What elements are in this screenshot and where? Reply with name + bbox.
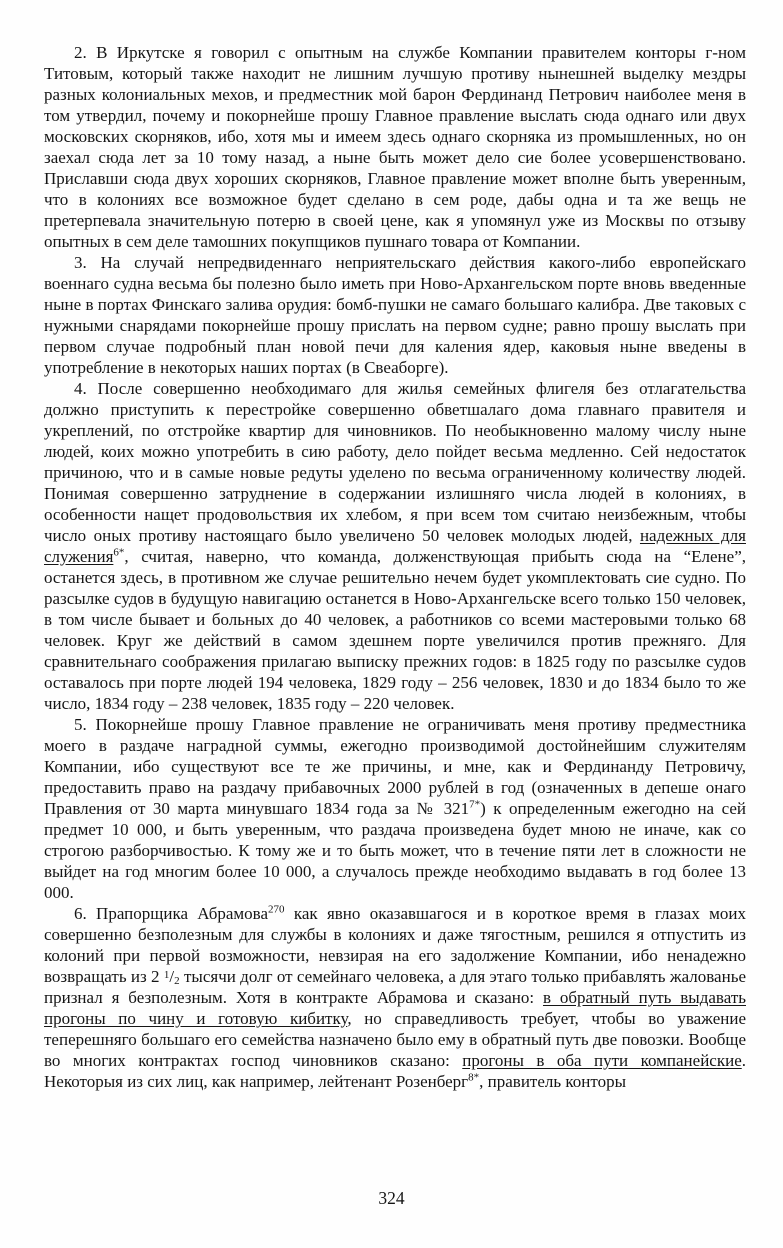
footnote-ref-7: 7* (469, 798, 481, 811)
fraction-slash: / (169, 967, 175, 986)
fraction-one-half (164, 967, 180, 986)
paragraph-3 (44, 252, 746, 378)
paragraph-3-text: 3. На случай непредвиденнаго неприятельскаго действия какого-либо европейскаго военнаго судна весьма бы полезно было иметь при Ново-Архангельском порте вновь введенные ныне в портах Финскаго залива орудия: бомб-пушки не самаго большаго калибра. Две таковых с нужными снарядами покорнейше прошу прислать на первом судне; равно прошу выслать при первом случае подробный план новой печи для каления ядер, каковыя ныне введены в употребление в некоторых наших портах (в Свеаборге). (44, 253, 746, 377)
underlined-phrase-service: надежных для служения (44, 526, 746, 566)
underlined-phrase-progony: прогоны в оба пути компанейские (462, 1051, 742, 1070)
paragraph-5-text-after: ) к определенным ежегодно на сей предмет 10 000, и быть уверенным, что раздача произведена будет мною не иначе, как со строгою разборчивостью. К тому же и то быть может, что в течение пяти лет в сложности не выйдет на год многим более 10 000, а случалось прежде необходимо выдавать в год более 13 000. (44, 799, 746, 902)
paragraph-5-text: 5. Покорнейше прошу Главное правление не ограничивать меня противу предместника моего в раздаче наградной суммы, ежегодно производимой достойнейшим служителям Компании, ибо существуют все те же причины, и мне, как и Фердинанду Петровичу, предоставить право на раздачу прибавочных 2000 рублей в год (означенных в депеше онаго Правления от 30 марта минувшаго 1834 года за № 321 (44, 715, 746, 818)
footnote-ref-6: 6* (113, 546, 125, 559)
paragraph-6-text-1: 6. Прапорщика Абрамова (74, 904, 269, 923)
text-block (44, 42, 746, 1092)
paragraph-4 (44, 378, 746, 714)
paragraph-6 (44, 903, 746, 1092)
footnote-ref-8: 8* (468, 1071, 480, 1084)
underlined-phrase-kibitka: в обратный путь выдавать прогоны по чину и готовую кибитку (44, 988, 746, 1028)
paragraph-4-text-after: , считая, наверно, что команда, долженствующая прибыть сюда на “Елене”, останется здесь, в противном же случае решительно нечем будет укомплектовать сие судно. По разсылке судов в будущую навигацию останется в Ново-Архангельске всего только 150 человек, в том числе бывает и больных до 40 человек, а работников со всеми мастеровыми только 68 человек. Круг же действий в самом здешнем порте увеличился против прежняго. Для сравнительнаго соображения прилагаю выписку прежних годов: в 1825 году по разсылке судов оставалось при порте людей 194 человека, 1829 году – 256 человек, 1830 и до 1834 было то же число, 1834 году – 238 человек, 1835 году – 220 человек. (44, 547, 746, 713)
paragraph-6-text-6: , правитель конторы (479, 1072, 627, 1091)
paragraph-6-text-3: тысячи долг от семейнаго человека, а для этаго только прибавлять жалованье признал я безполезным. Хотя в контракте Абрамова и сказано: (44, 967, 746, 1007)
paragraph-2 (44, 42, 746, 252)
paragraph-2-text: 2. В Иркутске я говорил с опытным на службе Компании правителем конторы г-ном Титовым, который также находит не лишним лучшую противу нынешней выделку мездры разных колониальных мехов, и предместник мой барон Фердинанд Петрович наиболее меня в том утвердил, почему и покорнейше прошу Главное правление выслать сюда однаго или двух московских скорняков, ибо, хотя мы и имеем здесь однаго скорняка из промышленных, но он заехал сюда лет за 10 тому назад, а ныне быть может дело сие более усовершенствовано. Приславши сюда двух хороших скорняков, Главное правление может вполне быть уверенным, что в колониях все возможное будет сделано в сем роде, дабы одна и та же вещь не претерпевала значительную потерю в своей цене, как я упомянул уже из Москвы по отзыву опытных в сем деле тамошних покупщиков пушнаго товара от Компании. (44, 43, 746, 251)
paragraph-5 (44, 714, 746, 903)
paragraph-6-text-4: , но справедливость требует, чтобы во уважение теперешняго большаго его семейства назначено было ему в обратный путь две повозки. Вообще во многих контрактах господ чиновников сказано: (44, 1009, 746, 1070)
paragraph-4-text: 4. После совершенно необходимаго для жилья семейных флигеля без отлагательства должно приступить к перестройке совершенно обветшалаго дома главнаго правителя и укреплений, по отстройке квартир для чиновников. По необыкновенно малому числу ныне людей, коих можно употребить в сию работу, дело пойдет весьма медленно. Сей недостаток причиною, что и в самые новые редуты уделено по весьма ограниченному количеству людей. Понимая совершенно затруднение в содержании излишняго числа людей в колониях, в особенности нащет продовольствия их хлебом, я при всем том считаю неизбежным, чтобы число оных противу настоящаго было увеличено 50 человек молодых людей, (44, 379, 746, 545)
paragraph-6-text-5: . Некоторыя из сих лиц, как например, лейтенант Розенберг (44, 1051, 746, 1091)
page-number: 324 (378, 1188, 405, 1208)
fraction-denominator: 2 (174, 975, 180, 987)
fraction-numerator: 1 (163, 969, 170, 981)
footnote-ref-270: 270 (268, 903, 285, 916)
paragraph-6-text-2: как явно оказавшагося и в короткое время в глазах моих совершенно безполезным для службы в колониях и даже тягостным, решился я отпустить из колоний при первой возможности, невзирая на его задолжение Компании, ибо ненадежно возвращать из 2 (44, 904, 746, 986)
